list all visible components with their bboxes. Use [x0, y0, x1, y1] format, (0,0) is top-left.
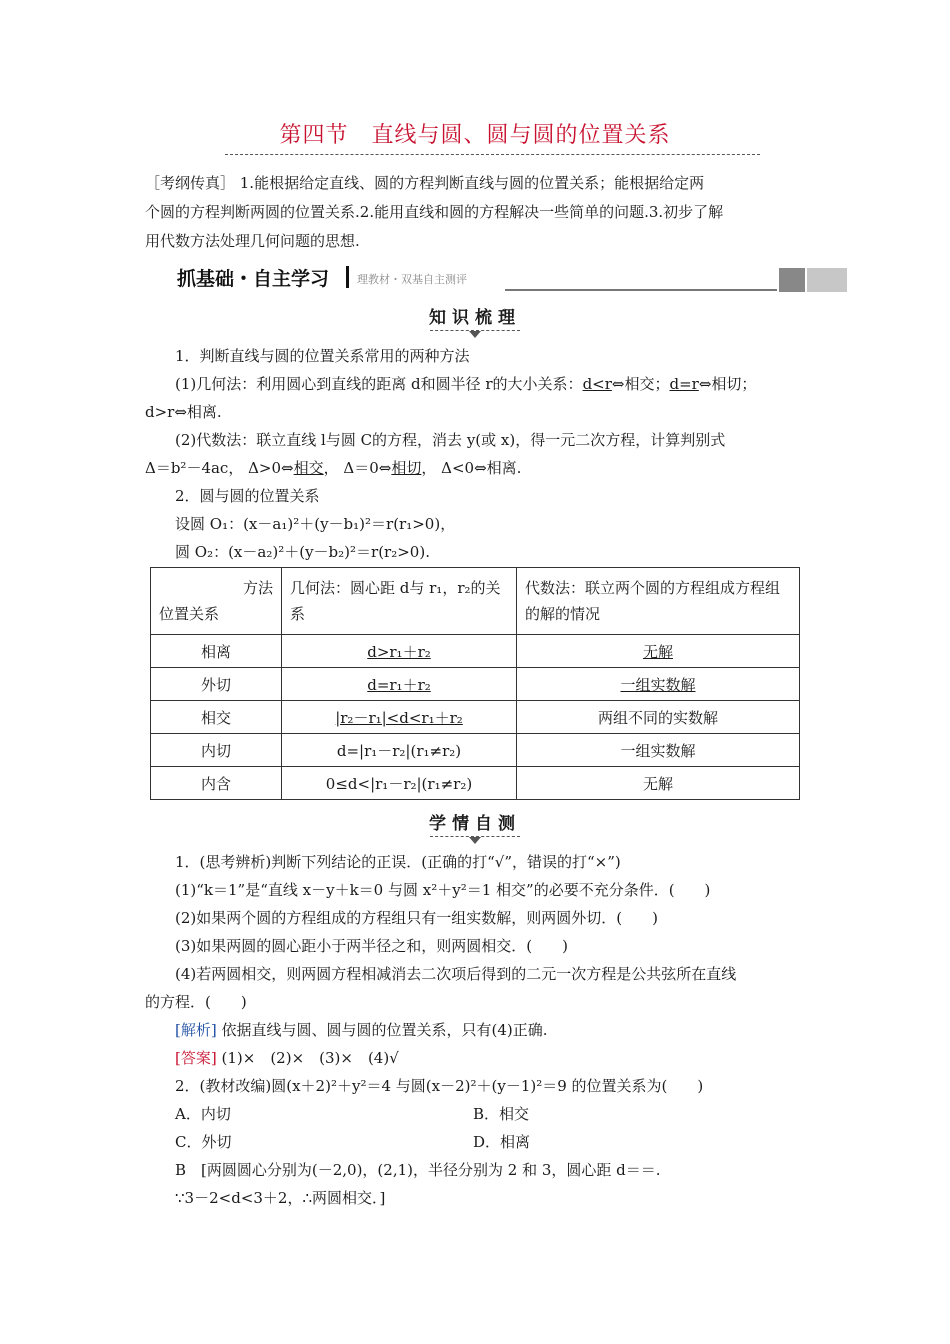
circle-circle-title: 2．圆与圆的位置关系	[175, 487, 320, 505]
exam-outline-line3: 用代数方法处理几何问题的思想.	[145, 232, 360, 250]
relation-table	[150, 567, 800, 800]
row-geometric: |r₂－r₁|<d<r₁＋r₂	[282, 701, 517, 734]
row-algebraic: 一组实数解	[517, 734, 800, 767]
option-c: C．外切	[175, 1133, 232, 1151]
discriminant-line	[145, 457, 521, 478]
disc-b: ， Δ＝0⇔	[323, 459, 392, 477]
row-algebraic: 无解	[517, 635, 800, 668]
question-1-3: (3)如果两圆的圆心距小于两半径之和，则两圆相交．( )	[175, 937, 568, 955]
section-subtitle: 理教材・双基自主测评	[357, 273, 467, 286]
page-title: 第四节 直线与圆、圆与圆的位置关系	[279, 123, 671, 148]
question-1-1: (1)“k＝1”是“直线 x－y＋k＝0 与圆 x²＋y²＝1 相交”的必要不充分条件．( )	[175, 881, 711, 899]
title-divider	[225, 154, 760, 155]
option-a: A．内切	[175, 1105, 231, 1123]
corner-relation: 位置关系	[159, 605, 220, 623]
question-2: 2．(教材改编)圆(x＋2)²＋y²＝4 与圆(x－2)²＋(y－1)²＝9 的位置关系为( )	[175, 1077, 704, 1095]
section-block-light	[807, 268, 847, 292]
row-relation: 相离	[151, 635, 282, 668]
row-relation: 内含	[151, 767, 282, 800]
answer-2-line2: ∵3－2<d<3＋2，∴两圆相交．]	[175, 1189, 386, 1207]
row-relation: 内切	[151, 734, 282, 767]
method-title: 1．判断直线与圆的位置关系常用的两种方法	[175, 347, 470, 365]
question-1-2: (2)如果两个圆的方程组成的方程组只有一组实数解，则两圆外切．( )	[175, 909, 658, 927]
question-1: 1．(思考辨析)判断下列结论的正误．(正确的打“√”，错误的打“×”)	[175, 853, 621, 871]
corner-method: 方法	[242, 579, 273, 597]
row-algebraic: 无解	[517, 767, 800, 800]
question-1-4a: (4)若两圆相交，则两圆方程相减消去二次项后得到的二元一次方程是公共弦所在直线	[175, 965, 737, 983]
disc-a: Δ＝b²－4ac， Δ>0⇔	[145, 459, 294, 477]
row-algebraic: 两组不同的实数解	[517, 701, 800, 734]
exam-outline-line1: ［考纲传真］ 1.能根据给定直线、圆的方程判断直线与圆的位置关系；能根据给定两	[145, 174, 705, 192]
knowledge-heading	[0, 303, 950, 338]
question-1-4b: 的方程．( )	[145, 993, 247, 1011]
table-row	[151, 734, 800, 767]
section-title: 抓基础・自主学习	[177, 268, 330, 290]
blank-xiangjiao: 相交	[293, 459, 324, 477]
analysis-tag: [解析]	[175, 1021, 217, 1039]
answer-text: (1)× (2)× (3)× (4)√	[221, 1049, 399, 1067]
disc-c: ， Δ<0⇔相离.	[421, 459, 522, 477]
section-block-dark	[779, 268, 805, 292]
section-banner	[145, 262, 847, 292]
selftest-heading-text: 学情自测	[429, 814, 521, 834]
geometric-end: ⇔相切；	[698, 375, 757, 393]
exam-outline-line2: 个圆的方程判断两圆的位置关系.2.能用直线和圆的方程解决一些简单的问题.3.初步了解	[145, 203, 724, 221]
header-algebraic: 代数法：联立两个圆的方程组成方程组的解的情况	[517, 568, 800, 635]
geometric-method	[175, 373, 756, 394]
header-geometric: 几何法：圆心距 d与 r₁，r₂的关系	[282, 568, 517, 635]
row-algebraic: 一组实数解	[517, 668, 800, 701]
algebraic-method: (2)代数法：联立直线 l与圆 C的方程，消去 y(或 x)，得一元二次方程，计算判别式	[175, 431, 726, 449]
blank-xiangqie: 相切	[391, 459, 422, 477]
row-geometric: d=r₁＋r₂	[282, 668, 517, 701]
row-geometric: d=|r₁－r₂|(r₁≠r₂)	[282, 734, 517, 767]
analysis-line	[175, 1019, 548, 1040]
section-rule	[505, 289, 777, 291]
row-geometric: 0≤d<|r₁－r₂|(r₁≠r₂)	[282, 767, 517, 800]
blank-intersect: d<r	[582, 375, 612, 393]
knowledge-heading-text: 知识梳理	[429, 308, 521, 328]
geometric-text: (1)几何法：利用圆心到直线的距离 d和圆半径 r的大小关系：	[175, 375, 583, 393]
table-row	[151, 767, 800, 800]
selftest-heading	[0, 809, 950, 844]
circle-o2: 圆 O₂：(x－a₂)²＋(y－b₂)²＝r(r₂>0).	[175, 543, 430, 561]
answer-tag: [答案]	[175, 1049, 217, 1067]
option-b: B．相交	[473, 1105, 530, 1123]
geometric-separate: d>r⇔相离.	[145, 403, 222, 421]
corner-cell	[151, 568, 282, 635]
table-row	[151, 701, 800, 734]
blank-tangent: d=r	[669, 375, 699, 393]
option-d: D．相离	[473, 1133, 531, 1151]
heading-arrow-icon	[469, 837, 481, 844]
answer-2-line1: B [两圆圆心分别为(－2,0)，(2,1)，半径分别为 2 和 3，圆心距 d＝＝.	[175, 1161, 661, 1179]
circle-o1: 设圆 O₁：(x－a₁)²＋(y－b₁)²＝r(r₁>0)，	[175, 515, 456, 533]
heading-arrow-icon	[469, 331, 481, 338]
section-separator	[346, 266, 349, 288]
table-row	[151, 635, 800, 668]
geometric-mid: ⇔相交；	[611, 375, 670, 393]
table-row	[151, 668, 800, 701]
row-geometric: d>r₁＋r₂	[282, 635, 517, 668]
analysis-text: 依据直线与圆、圆与圆的位置关系，只有(4)正确.	[221, 1021, 548, 1039]
answer-line	[175, 1047, 399, 1068]
row-relation: 相交	[151, 701, 282, 734]
row-relation: 外切	[151, 668, 282, 701]
